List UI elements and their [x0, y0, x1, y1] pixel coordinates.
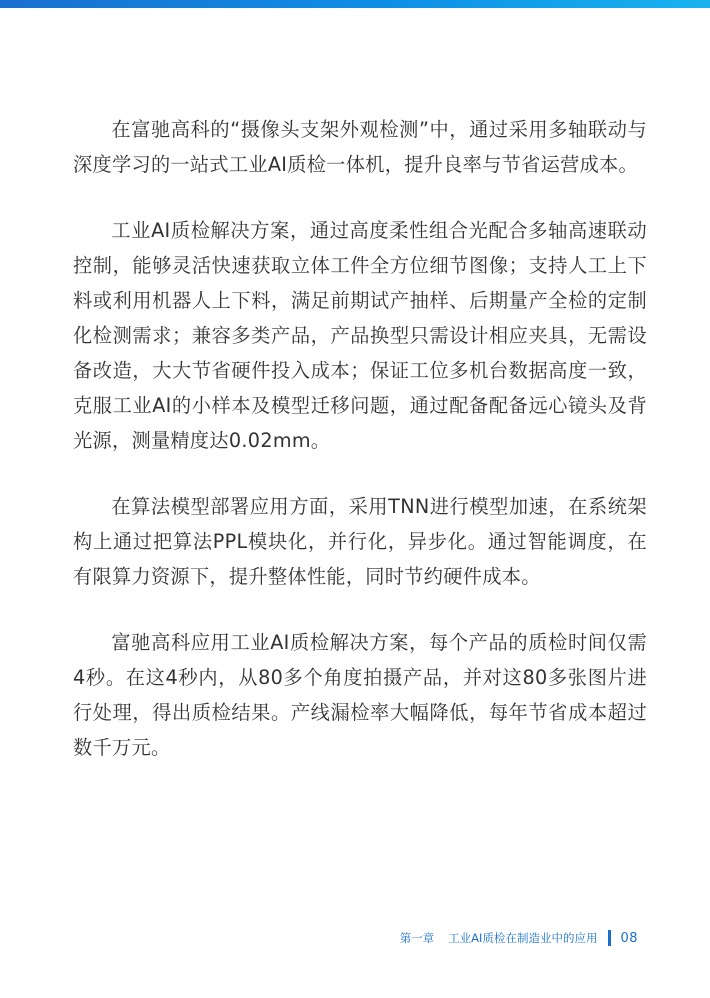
page-footer [400, 928, 638, 948]
document-body [73, 112, 647, 796]
paragraph-2: 工业AI质检解决方案，通过高度柔性组合光配合多轴高速联动控制，能够灵活快速获取立体工件全方位细节图像；支持人工上下料或利用机器人上下料，满足前期试产抽样、后期量产全检的定制化检测需求；兼容多类产品，产品换型只需设计相应夹具，无需设备改造，大大节省硬件投入成本；保证工位多机台数据高度一致，克服工业AI的小样本及模型迁移问题，通过配备配备远心镜头及背光源，测量精度达0.02mm。 [73, 219, 647, 452]
footer-chapter: 第一章 [399, 931, 435, 945]
paragraph-3: 在算法模型部署应用方面，采用TNN进行模型加速，在系统架构上通过把算法PPL模块化，并行化，异步化。通过智能调度，在有限算力资源下，提升整体性能，同时节约硬件成本。 [73, 495, 647, 588]
paragraph-4: 富驰高科应用工业AI质检解决方案，每个产品的质检时间仅需4秒。在这4秒内，从80多个角度拍摄产品，并对这80多张图片进行处理，得出质检结果。产线漏检率大幅降低，每年节省成本超过数千万元。 [73, 631, 647, 759]
footer-divider [608, 930, 611, 946]
page-number: 08 [620, 930, 638, 946]
top-accent-bar [0, 0, 710, 8]
paragraph-1: 在富驰高科的“摄像头支架外观检测”中，通过采用多轴联动与深度学习的一站式工业AI质检一体机，提升良率与节省运营成本。 [73, 118, 647, 176]
footer-chapter-title: 工业AI质检在制造业中的应用 [448, 931, 598, 945]
